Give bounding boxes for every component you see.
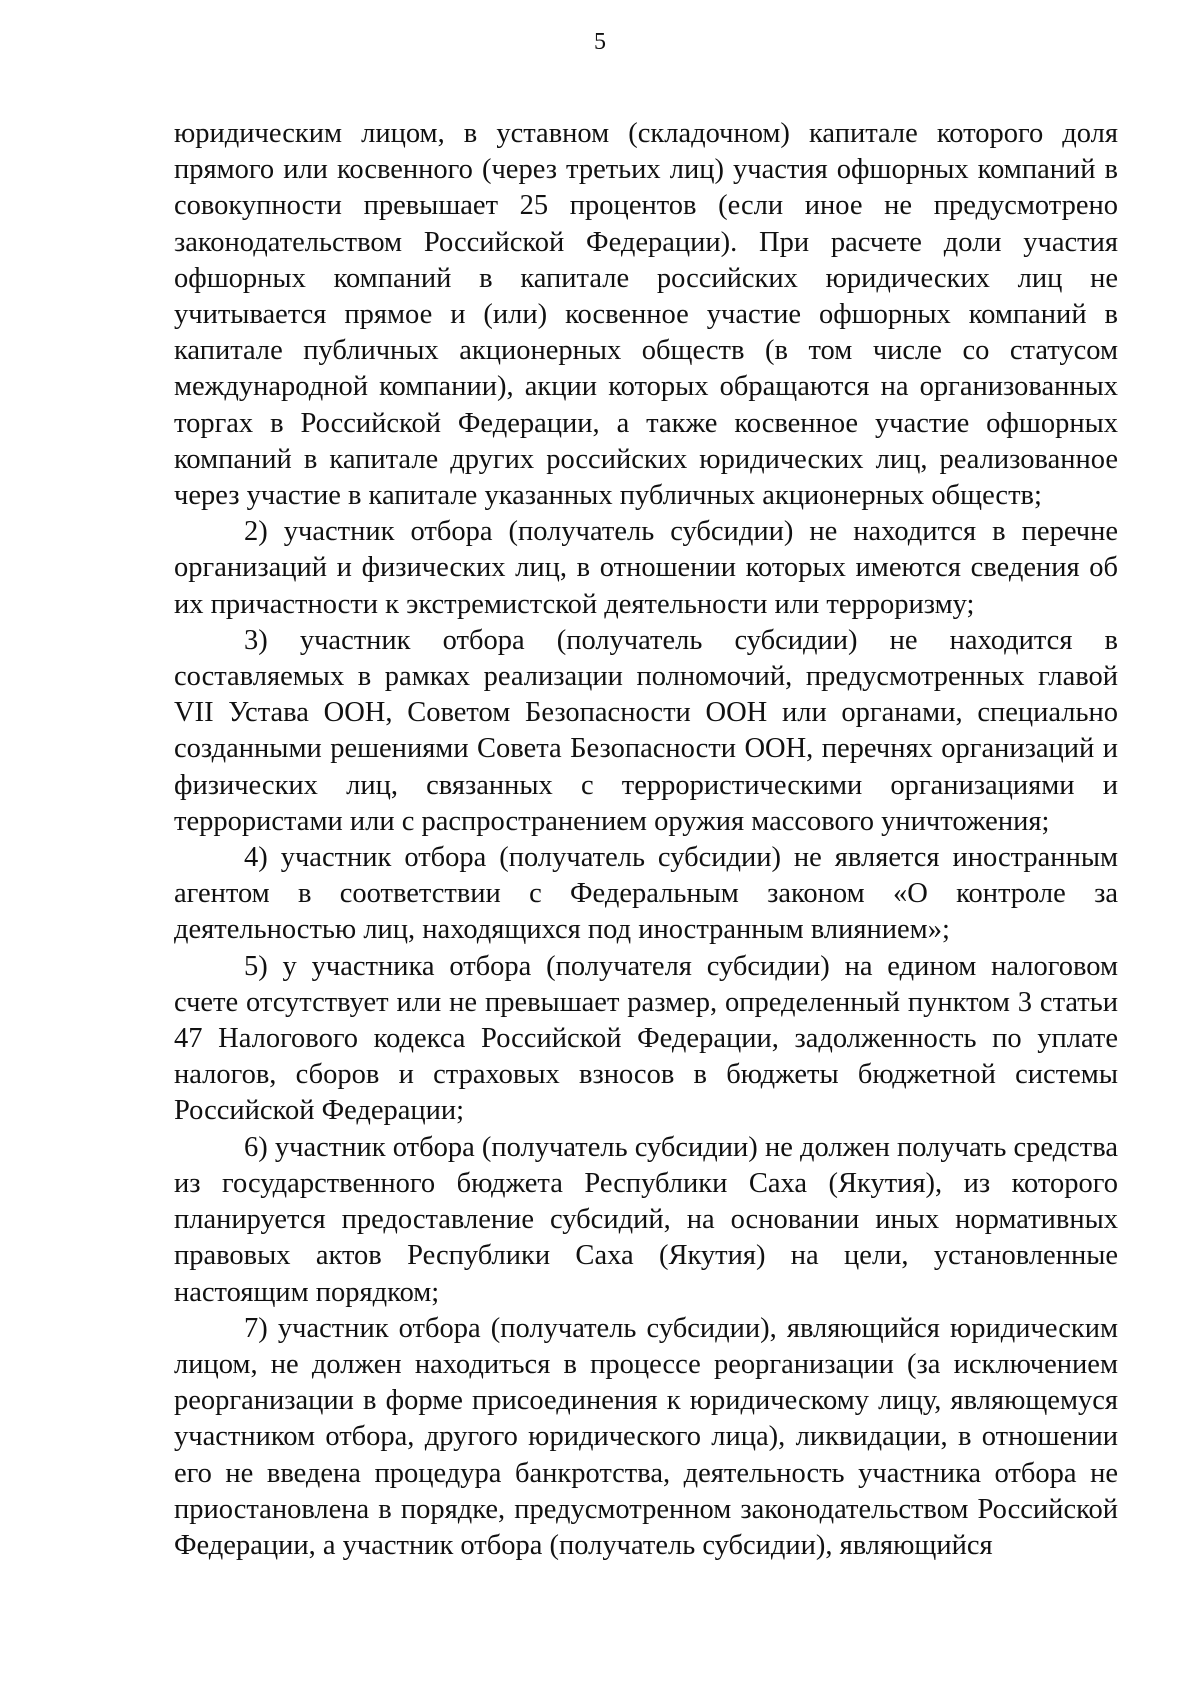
paragraph-item-5: 5) у участника отбора (получателя субсидии) на едином налоговом счете отсутствует или не превышает размер, определенный пунктом 3 статьи 47 Налогового кодекса Российской Федерации, задолженность по уплате налогов, сборов и страховых взносов в бюджеты бюджетной системы Российской Федерации; [174,950,1118,1127]
page-number: 5 [594,29,606,55]
paragraph-continuation: юридическим лицом, в уставном (складочном) капитале которого доля прямого или косвенного (через третьих лиц) участия офшорных компаний в совокупности превышает 25 процентов (если иное не предусмотрено законодательством Российской Федерации). При расчете доли участия офшорных компаний в капитале российских юридических лиц не учитывается прямое и (или) косвенное участие офшорных компаний в капитале публичных акционерных обществ (в том числе со статусом международной компании), акции которых обращаются на организованных торгах в Российской Федерации, а также косвенное участие офшорных компаний в капитале других российских юридических лиц, реализованное через участие в капитале указанных публичных акционерных обществ; [174,118,1118,512]
paragraph-item-3: 3) участник отбора (получатель субсидии) не находится в составляемых в рамках реализации полномочий, предусмотренных главой VII Устава ООН, Советом Безопасности ООН или органами, специально созданными решениями Совета Безопасности ООН, перечнях организаций и физических лиц, связанных с террористическими организациями и террористами или с распространением оружия массового уничтожения; [174,624,1118,837]
paragraph-item-6: 6) участник отбора (получатель субсидии) не должен получать средства из государственного бюджета Республики Саха (Якутия), из которого планируется предоставление субсидий, на основании иных нормативных правовых актов Республики Саха (Якутия) на цели, установленные настоящим порядком; [174,1131,1118,1308]
paragraph-item-2: 2) участник отбора (получатель субсидии) не находится в перечне организаций и физических лиц, в отношении которых имеются сведения об их причастности к экстремистской деятельности или терроризму; [174,516,1118,620]
paragraph-item-4: 4) участник отбора (получатель субсидии) не является иностранным агентом в соответствии с Федеральным законом «О контроле за деятельностью лиц, находящихся под иностранным влиянием»; [174,842,1118,946]
paragraph-item-7: 7) участник отбора (получатель субсидии), являющийся юридическим лицом, не должен находиться в процессе реорганизации (за исключением реорганизации в форме присоединения к юридическому лицу, являющемуся участником отбора, другого юридического лица), ликвидации, в отношении его не введена процедура банкротства, деятельность участника отбора не приостановлена в порядке, предусмотренном законодательством Российской Федерации, а участник отбора (получатель субсидии), являющийся [174,1312,1118,1561]
document-body [174,116,1118,1564]
